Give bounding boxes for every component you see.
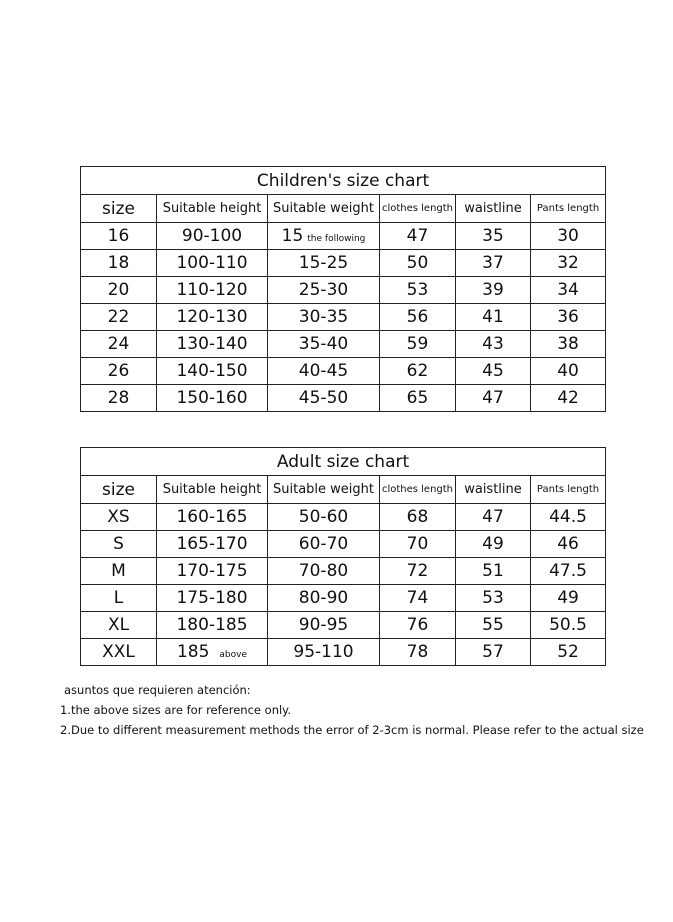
- cell-value: 150-160: [176, 388, 248, 408]
- cell-value: 95-110: [293, 642, 354, 662]
- cell-weight: [268, 558, 380, 585]
- cell-value: 55: [482, 615, 504, 635]
- cell-value: 72: [406, 561, 429, 581]
- cell-value: 100-110: [176, 253, 248, 273]
- adult-size-table: [80, 447, 606, 666]
- children-size-table: [80, 166, 606, 412]
- cell-height: [157, 504, 268, 531]
- cell-clothes: [380, 558, 456, 585]
- cell-height: [157, 277, 268, 304]
- cell-size: [81, 504, 157, 531]
- cell-value: 90-95: [298, 615, 349, 635]
- cell-size: [81, 250, 157, 277]
- cell-pants: [531, 531, 606, 558]
- cell-size: [81, 612, 157, 639]
- cell-value: 74: [406, 588, 429, 608]
- cell-pants: [531, 612, 606, 639]
- cell-value: 185: [176, 642, 210, 662]
- cell-waist: [456, 639, 531, 666]
- cell-value: 44.5: [549, 507, 587, 527]
- cell-value: 51: [482, 561, 504, 581]
- cell-height: [157, 612, 268, 639]
- note-item: 2.Due to different measurement methods the error of 2-3cm is normal. Please refer to the actual size: [60, 723, 644, 737]
- column-header: Pants length: [531, 195, 606, 223]
- cell-pants: [531, 223, 606, 250]
- cell-weight: [268, 277, 380, 304]
- cell-height: [157, 385, 268, 412]
- cell-value: 170-175: [176, 561, 248, 581]
- cell-value: XL: [107, 615, 130, 635]
- cell-value: L: [113, 588, 124, 608]
- cell-value: 41: [482, 307, 504, 327]
- cell-value: 50.5: [549, 615, 587, 635]
- adult-size-chart: [80, 447, 605, 666]
- cell-weight: [268, 223, 380, 250]
- table-row: [81, 277, 606, 304]
- chart-title: Adult size chart: [81, 448, 606, 476]
- cell-value: 49: [557, 588, 579, 608]
- cell-size: [81, 304, 157, 331]
- column-header: waistline: [456, 195, 531, 223]
- cell-pants: [531, 358, 606, 385]
- column-header: clothes length: [380, 476, 456, 504]
- cell-value: 28: [107, 388, 130, 408]
- cell-value: M: [111, 561, 126, 581]
- cell-size: [81, 639, 157, 666]
- cell-value: XXL: [102, 642, 135, 662]
- cell-clothes: [380, 331, 456, 358]
- cell-pants: [531, 385, 606, 412]
- table-row: [81, 504, 606, 531]
- cell-value: 47.5: [549, 561, 587, 581]
- cell-waist: [456, 304, 531, 331]
- cell-value: 40: [557, 361, 579, 381]
- cell-value: 140-150: [176, 361, 248, 381]
- cell-value: 62: [406, 361, 429, 381]
- column-header: Suitable weight: [268, 476, 380, 504]
- table-row: [81, 304, 606, 331]
- cell-value: 39: [482, 280, 504, 300]
- cell-weight: [268, 504, 380, 531]
- children-size-chart: [80, 166, 605, 412]
- cell-waist: [456, 250, 531, 277]
- cell-value: 20: [107, 280, 130, 300]
- cell-height: [157, 531, 268, 558]
- cell-value: 110-120: [176, 280, 248, 300]
- table-row: [81, 558, 606, 585]
- cell-weight: [268, 250, 380, 277]
- table-row: [81, 358, 606, 385]
- cell-value: 90-100: [181, 226, 243, 246]
- cell-note: the following: [307, 234, 366, 244]
- cell-value: 180-185: [176, 615, 248, 635]
- cell-size: [81, 558, 157, 585]
- cell-value: 46: [557, 534, 579, 554]
- column-header: Suitable weight: [268, 195, 380, 223]
- cell-clothes: [380, 385, 456, 412]
- cell-note: above: [219, 650, 248, 660]
- column-header: clothes length: [380, 195, 456, 223]
- cell-pants: [531, 639, 606, 666]
- cell-value: 60-70: [298, 534, 349, 554]
- header-row: [81, 195, 606, 223]
- cell-value: 160-165: [176, 507, 248, 527]
- cell-value: S: [113, 534, 124, 554]
- cell-clothes: [380, 639, 456, 666]
- cell-waist: [456, 358, 531, 385]
- cell-height: [157, 358, 268, 385]
- cell-value: 40-45: [298, 361, 349, 381]
- cell-waist: [456, 223, 531, 250]
- cell-value: 35-40: [298, 334, 349, 354]
- cell-clothes: [380, 358, 456, 385]
- cell-value: 53: [482, 588, 504, 608]
- cell-height: [157, 223, 268, 250]
- cell-clothes: [380, 531, 456, 558]
- cell-value: 36: [557, 307, 579, 327]
- cell-waist: [456, 585, 531, 612]
- cell-value: 52: [557, 642, 579, 662]
- cell-height: [157, 639, 268, 666]
- cell-height: [157, 304, 268, 331]
- cell-size: [81, 277, 157, 304]
- cell-value: 76: [406, 615, 429, 635]
- cell-value: 47: [482, 507, 504, 527]
- cell-size: [81, 585, 157, 612]
- cell-value: 47: [406, 226, 429, 246]
- cell-clothes: [380, 504, 456, 531]
- column-header: size: [81, 476, 157, 504]
- cell-value: 45-50: [298, 388, 349, 408]
- cell-value: 34: [557, 280, 579, 300]
- cell-pants: [531, 504, 606, 531]
- cell-size: [81, 385, 157, 412]
- cell-value: 59: [406, 334, 429, 354]
- cell-value: 47: [482, 388, 504, 408]
- cell-value: 68: [406, 507, 429, 527]
- cell-height: [157, 250, 268, 277]
- table-row: [81, 250, 606, 277]
- column-header: size: [81, 195, 157, 223]
- header-row: [81, 476, 606, 504]
- cell-height: [157, 585, 268, 612]
- cell-value: 25-30: [298, 280, 349, 300]
- notes-heading: asuntos que requieren atención:: [64, 683, 251, 697]
- cell-value: 78: [406, 642, 429, 662]
- table-row: [81, 385, 606, 412]
- cell-clothes: [380, 250, 456, 277]
- table-row: [81, 531, 606, 558]
- cell-waist: [456, 331, 531, 358]
- cell-value: 53: [406, 280, 429, 300]
- cell-weight: [268, 358, 380, 385]
- cell-value: 50: [406, 253, 429, 273]
- cell-value: 56: [406, 307, 429, 327]
- cell-waist: [456, 277, 531, 304]
- cell-height: [157, 331, 268, 358]
- cell-weight: [268, 331, 380, 358]
- cell-value: 42: [557, 388, 579, 408]
- cell-value: 70-80: [298, 561, 349, 581]
- cell-weight: [268, 585, 380, 612]
- cell-value: 175-180: [176, 588, 248, 608]
- cell-waist: [456, 558, 531, 585]
- cell-weight: [268, 612, 380, 639]
- cell-value: 50-60: [298, 507, 349, 527]
- cell-value: 22: [107, 307, 130, 327]
- chart-title: Children's size chart: [81, 167, 606, 195]
- cell-pants: [531, 558, 606, 585]
- table-row: [81, 331, 606, 358]
- cell-value: 70: [406, 534, 429, 554]
- cell-value: 30-35: [298, 307, 349, 327]
- note-item: 1.the above sizes are for reference only.: [60, 703, 291, 717]
- column-header: Suitable height: [157, 476, 268, 504]
- cell-weight: [268, 639, 380, 666]
- table-row: [81, 639, 606, 666]
- cell-waist: [456, 612, 531, 639]
- column-header: Suitable height: [157, 195, 268, 223]
- cell-pants: [531, 585, 606, 612]
- cell-value: 26: [107, 361, 130, 381]
- cell-clothes: [380, 223, 456, 250]
- cell-size: [81, 358, 157, 385]
- cell-value: 15-25: [298, 253, 349, 273]
- cell-value: 32: [557, 253, 579, 273]
- cell-size: [81, 331, 157, 358]
- cell-weight: [268, 531, 380, 558]
- cell-value: 45: [482, 361, 504, 381]
- cell-weight: [268, 385, 380, 412]
- cell-value: 65: [406, 388, 429, 408]
- cell-value: XS: [107, 507, 130, 527]
- cell-pants: [531, 250, 606, 277]
- table-row: [81, 612, 606, 639]
- cell-value: 130-140: [176, 334, 248, 354]
- cell-waist: [456, 385, 531, 412]
- notes-section: [60, 680, 644, 740]
- cell-weight: [268, 304, 380, 331]
- column-header: Pants length: [531, 476, 606, 504]
- cell-clothes: [380, 585, 456, 612]
- cell-pants: [531, 277, 606, 304]
- cell-size: [81, 531, 157, 558]
- cell-clothes: [380, 304, 456, 331]
- cell-value: 15: [281, 226, 304, 246]
- cell-pants: [531, 331, 606, 358]
- cell-clothes: [380, 612, 456, 639]
- cell-value: 35: [482, 226, 504, 246]
- cell-pants: [531, 304, 606, 331]
- cell-value: 30: [557, 226, 579, 246]
- table-row: [81, 585, 606, 612]
- cell-value: 120-130: [176, 307, 248, 327]
- column-header: waistline: [456, 476, 531, 504]
- cell-value: 43: [482, 334, 504, 354]
- cell-value: 80-90: [298, 588, 349, 608]
- cell-height: [157, 558, 268, 585]
- cell-clothes: [380, 277, 456, 304]
- cell-waist: [456, 531, 531, 558]
- cell-waist: [456, 504, 531, 531]
- cell-value: 37: [482, 253, 504, 273]
- cell-value: 49: [482, 534, 504, 554]
- cell-value: 18: [107, 253, 130, 273]
- cell-value: 57: [482, 642, 504, 662]
- cell-value: 24: [107, 334, 130, 354]
- cell-value: 16: [107, 226, 130, 246]
- table-row: [81, 223, 606, 250]
- cell-value: 165-170: [176, 534, 248, 554]
- cell-size: [81, 223, 157, 250]
- cell-value: 38: [557, 334, 579, 354]
